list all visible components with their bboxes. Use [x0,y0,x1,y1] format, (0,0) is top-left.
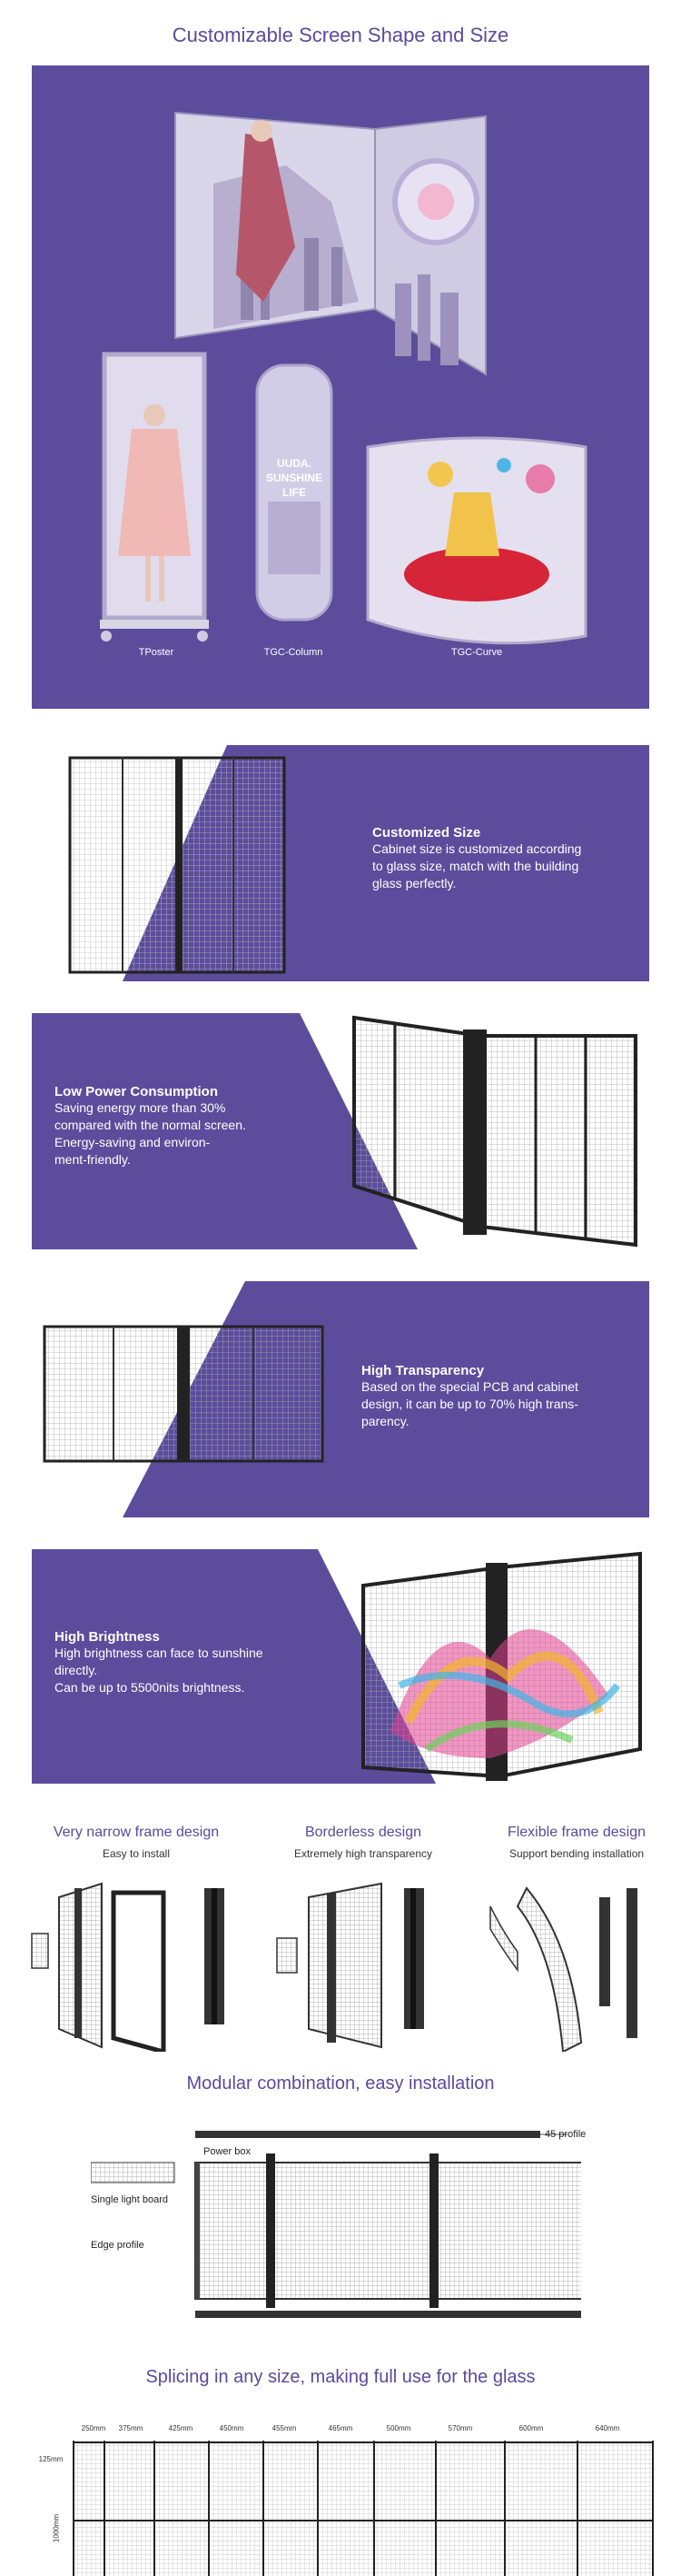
products-illustration [32,65,649,709]
modular-illustration [91,2113,581,2322]
slogan-line: SUNSHINE [265,472,322,484]
products-panel [32,65,649,709]
borderless-figure [277,1884,424,2047]
section-title-modular: Modular combination, easy installation [186,2074,495,2094]
frame-subtitle-flexible: Support bending installation [508,1847,645,1860]
frame-title-flexible: Flexible frame design [507,1825,646,1840]
feature-title: High Transparency [361,1363,485,1378]
label-power-box: Power box [203,2146,251,2157]
feature-high-transparency [32,1281,649,1517]
feature-line: Cabinet size is customized according [372,841,582,856]
wall-display [175,113,486,374]
section-title-splicing: Splicing in any size, making full use for the glass [145,2367,536,2387]
width-label: 425mm [168,2424,193,2432]
splicing-grid-area [0,2417,681,2576]
product-label-tposter: TPoster [138,647,174,658]
feature-line: to glass size, match with the building [372,859,579,873]
feature-high-brightness [32,1549,649,1784]
flexible-figure [490,1888,637,2052]
width-label: 455mm [271,2424,297,2432]
label-light-board: Single light board [91,2194,169,2205]
column-slogan [257,456,331,500]
feature-text-block [54,1629,345,1696]
panel-front-icon [68,756,286,974]
width-label: 375mm [118,2424,143,2432]
feature-line: ment-friendly. [54,1152,131,1167]
section-title-shape: Customizable Screen Shape and Size [172,24,509,46]
feature-line: Can be up to 5500nits brightness. [54,1680,245,1695]
width-label: 600mm [518,2424,544,2432]
height-label: 125mm [38,2455,64,2463]
feature-customized-size [32,745,649,981]
curve-display [368,438,586,643]
feature-line: design, it can be up to 70% high trans- [361,1397,578,1411]
panel-front-wide-icon [43,1325,324,1470]
label-edge-profile: Edge profile [91,2240,144,2251]
feature-text-block [372,825,645,892]
splicing-grid [73,2441,654,2576]
frame-title-borderless: Borderless design [304,1825,422,1840]
feature-line: glass perfectly. [372,876,457,890]
feature-low-power [32,1013,649,1249]
product-label-curve: TGC-Curve [450,647,503,658]
feature-line: compared with the normal screen. [54,1118,246,1132]
frame-subtitle-borderless: Extremely high transparency [293,1847,433,1860]
narrow-frame-figure [32,1884,224,2052]
feature-title: High Brightness [54,1629,160,1645]
width-label: 450mm [219,2424,244,2432]
panel-angled-icon [322,1013,649,1249]
frame-subtitle-narrow: Easy to install [102,1847,171,1860]
feature-text-block [361,1363,643,1430]
tposter-display [100,354,209,642]
feature-line: Based on the special PCB and cabinet [361,1379,578,1394]
feature-line: High brightness can face to sunshine [54,1646,263,1660]
feature-line: Saving energy more than 30% [54,1100,226,1115]
frame-designs-illustration [27,1870,663,2052]
width-label: 640mm [595,2424,620,2432]
feature-line: parency. [361,1414,410,1428]
feature-title: Low Power Consumption [54,1084,218,1099]
panel-colorful-icon [354,1549,649,1784]
slogan-line: UUDA. [277,457,311,470]
width-label: 500mm [386,2424,411,2432]
feature-line: Energy-saving and environ- [54,1135,211,1149]
width-label: 250mm [81,2424,106,2432]
feature-title: Customized Size [372,825,481,840]
feature-text-block [54,1084,327,1169]
product-label-column: TGC-Column [263,647,323,658]
feature-line: directly. [54,1663,98,1677]
slogan-line: LIFE [282,486,306,499]
width-label: 570mm [448,2424,473,2432]
width-label: 465mm [328,2424,353,2432]
height-label: 1000mm [52,2513,61,2543]
label-profile: 45 profile [545,2129,587,2140]
frame-title-narrow: Very narrow frame design [53,1825,220,1840]
